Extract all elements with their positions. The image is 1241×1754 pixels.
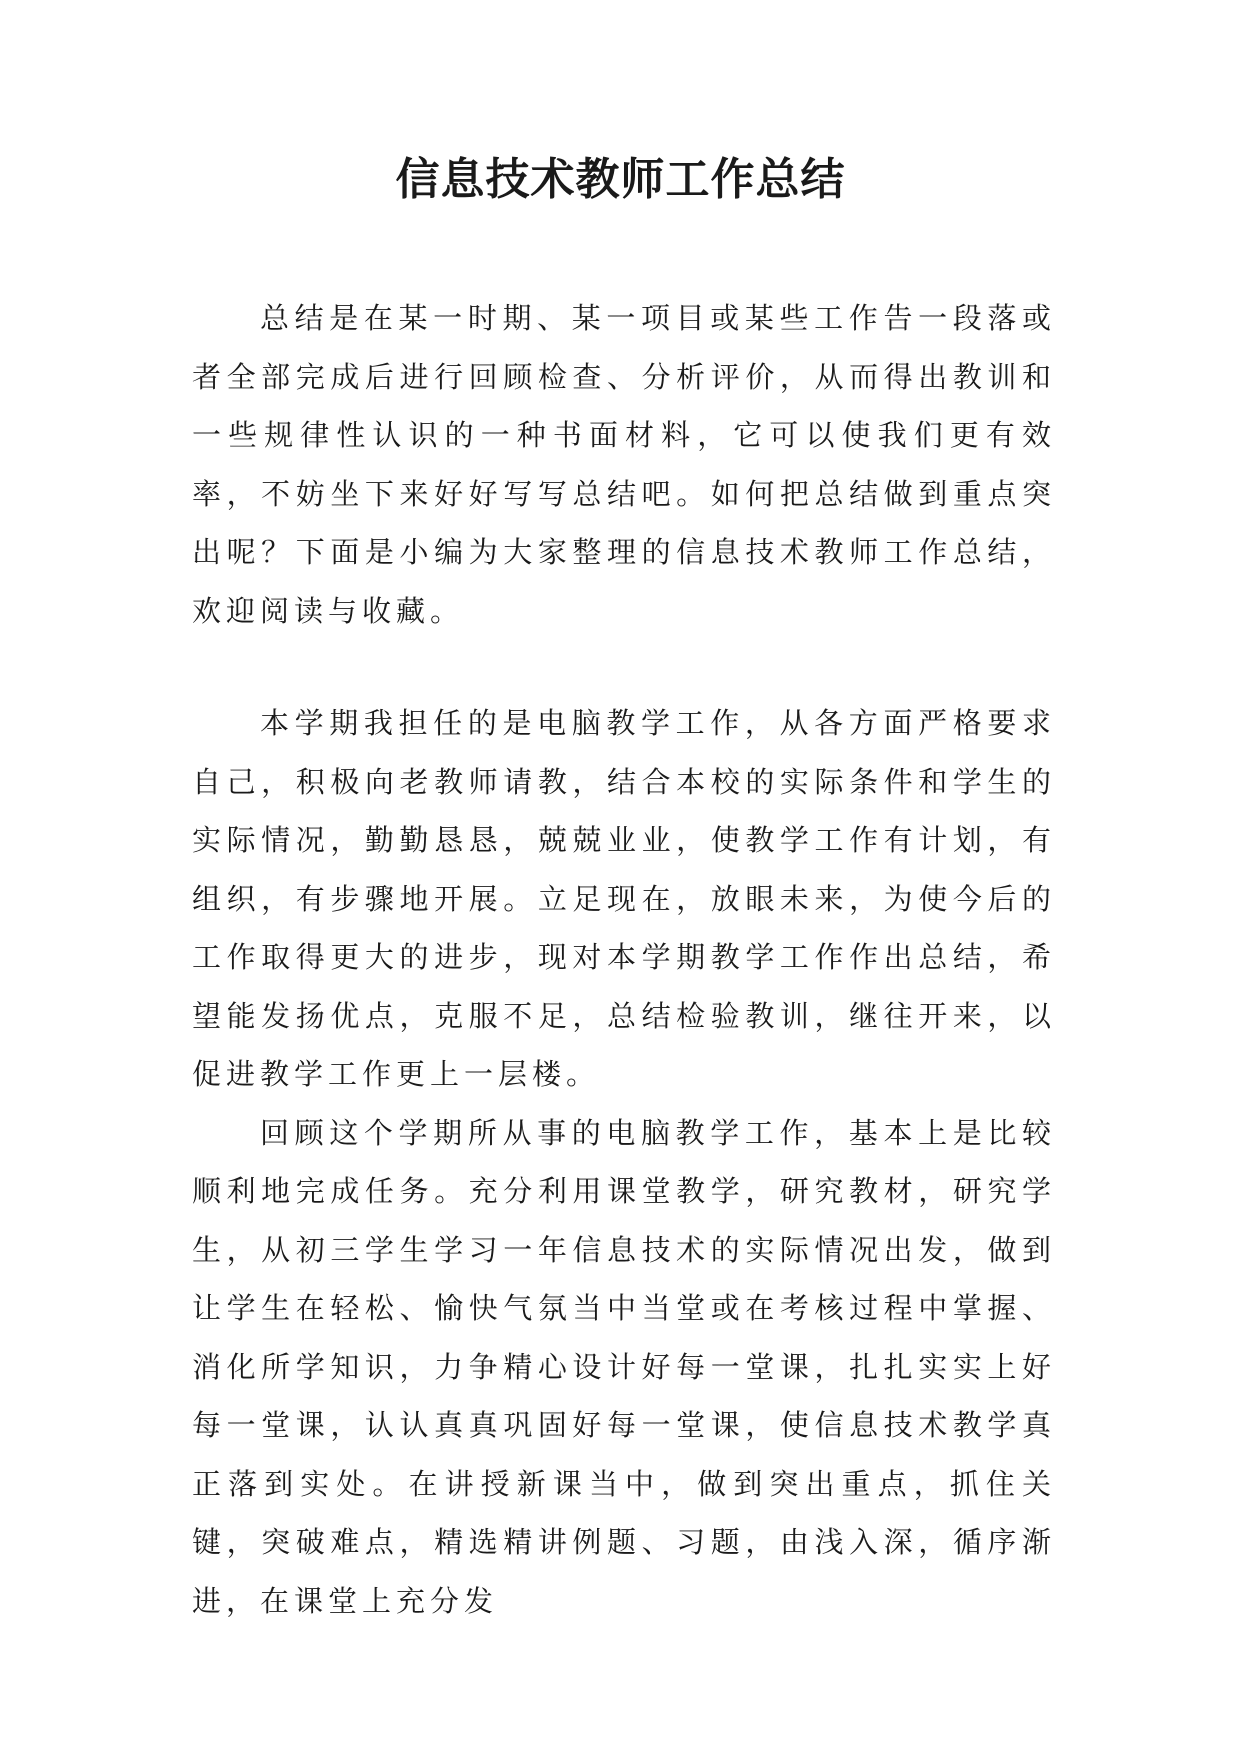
body-section bbox=[192, 694, 1056, 1630]
intro-paragraph: 总结是在某一时期、某一项目或某些工作告一段落或者全部完成后进行回顾检查、分析评价，从而得出教训和一些规律性认识的一种书面材料，它可以使我们更有效率，不妨坐下来好好写写总结吧。如何把总结做到重点突出呢？下面是小编为大家整理的信息技术教师工作总结，欢迎阅读与收藏。 bbox=[192, 301, 1056, 628]
body-paragraph-1: 本学期我担任的是电脑教学工作，从各方面严格要求自己，积极向老教师请教，结合本校的实际条件和学生的实际情况，勤勤恳恳，兢兢业业，使教学工作有计划，有组织，有步骤地开展。立足现在，放眼未来，为使今后的工作取得更大的进步，现对本学期教学工作作出总结，希望能发扬优点，克服不足，总结检验教训，继往开来，以促进教学工作更上一层楼。 bbox=[192, 706, 1056, 1091]
document-title: 信息技术教师工作总结 bbox=[395, 154, 846, 205]
intro-section bbox=[192, 289, 1056, 640]
body-paragraph-2: 回顾这个学期所从事的电脑教学工作，基本上是比较顺利地完成任务。充分利用课堂教学，研究教材，研究学生，从初三学生学习一年信息技术的实际情况出发，做到让学生在轻松、愉快气氛当中当堂或在考核过程中掌握、消化所学知识，力争精心设计好每一堂课，扎扎实实上好每一堂课，认认真真巩固好每一堂课，使信息技术教学真正落到实处。在讲授新课当中，做到突出重点，抓住关键，突破难点，精选精讲例题、习题，由浅入深，循序渐进，在课堂上充分发 bbox=[192, 1115, 1056, 1618]
